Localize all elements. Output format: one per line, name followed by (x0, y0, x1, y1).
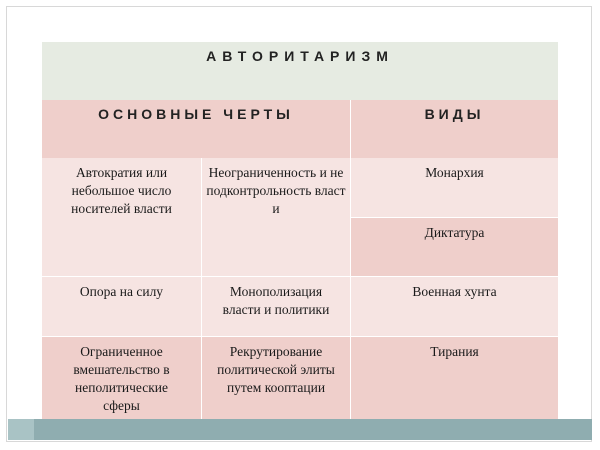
header-features (42, 100, 350, 158)
header-kinds (351, 100, 558, 158)
table-title-row (42, 42, 558, 100)
table-cell: Диктатура (351, 218, 558, 276)
table-cell: Ограниченное вмешательство в неполитические сферы (42, 337, 201, 419)
table-cell: Рекрутирование политической элиты путем кооптации (202, 337, 350, 419)
table-cell: Опора на силу (42, 277, 201, 336)
table-header-row (42, 100, 558, 158)
table-cell: Монархия (351, 158, 558, 217)
header-kinds-label: ВИДЫ (424, 106, 485, 122)
table-cell: Автократия или небольшое число носителей власти (42, 158, 201, 276)
table-cell: Военная хунта (351, 277, 558, 336)
table-cell: Тирания (351, 337, 558, 419)
table-cell: Неограниченность и неподконтрольность власти (202, 158, 350, 276)
slide-bottom-bar (8, 419, 592, 440)
table-cell: Монополизация власти и политики (202, 277, 350, 336)
bottom-bar-accent (8, 419, 34, 440)
header-features-label: ОСНОВНЫЕ ЧЕРТЫ (98, 106, 294, 122)
table-title: АВТОРИТАРИЗМ (206, 48, 394, 64)
